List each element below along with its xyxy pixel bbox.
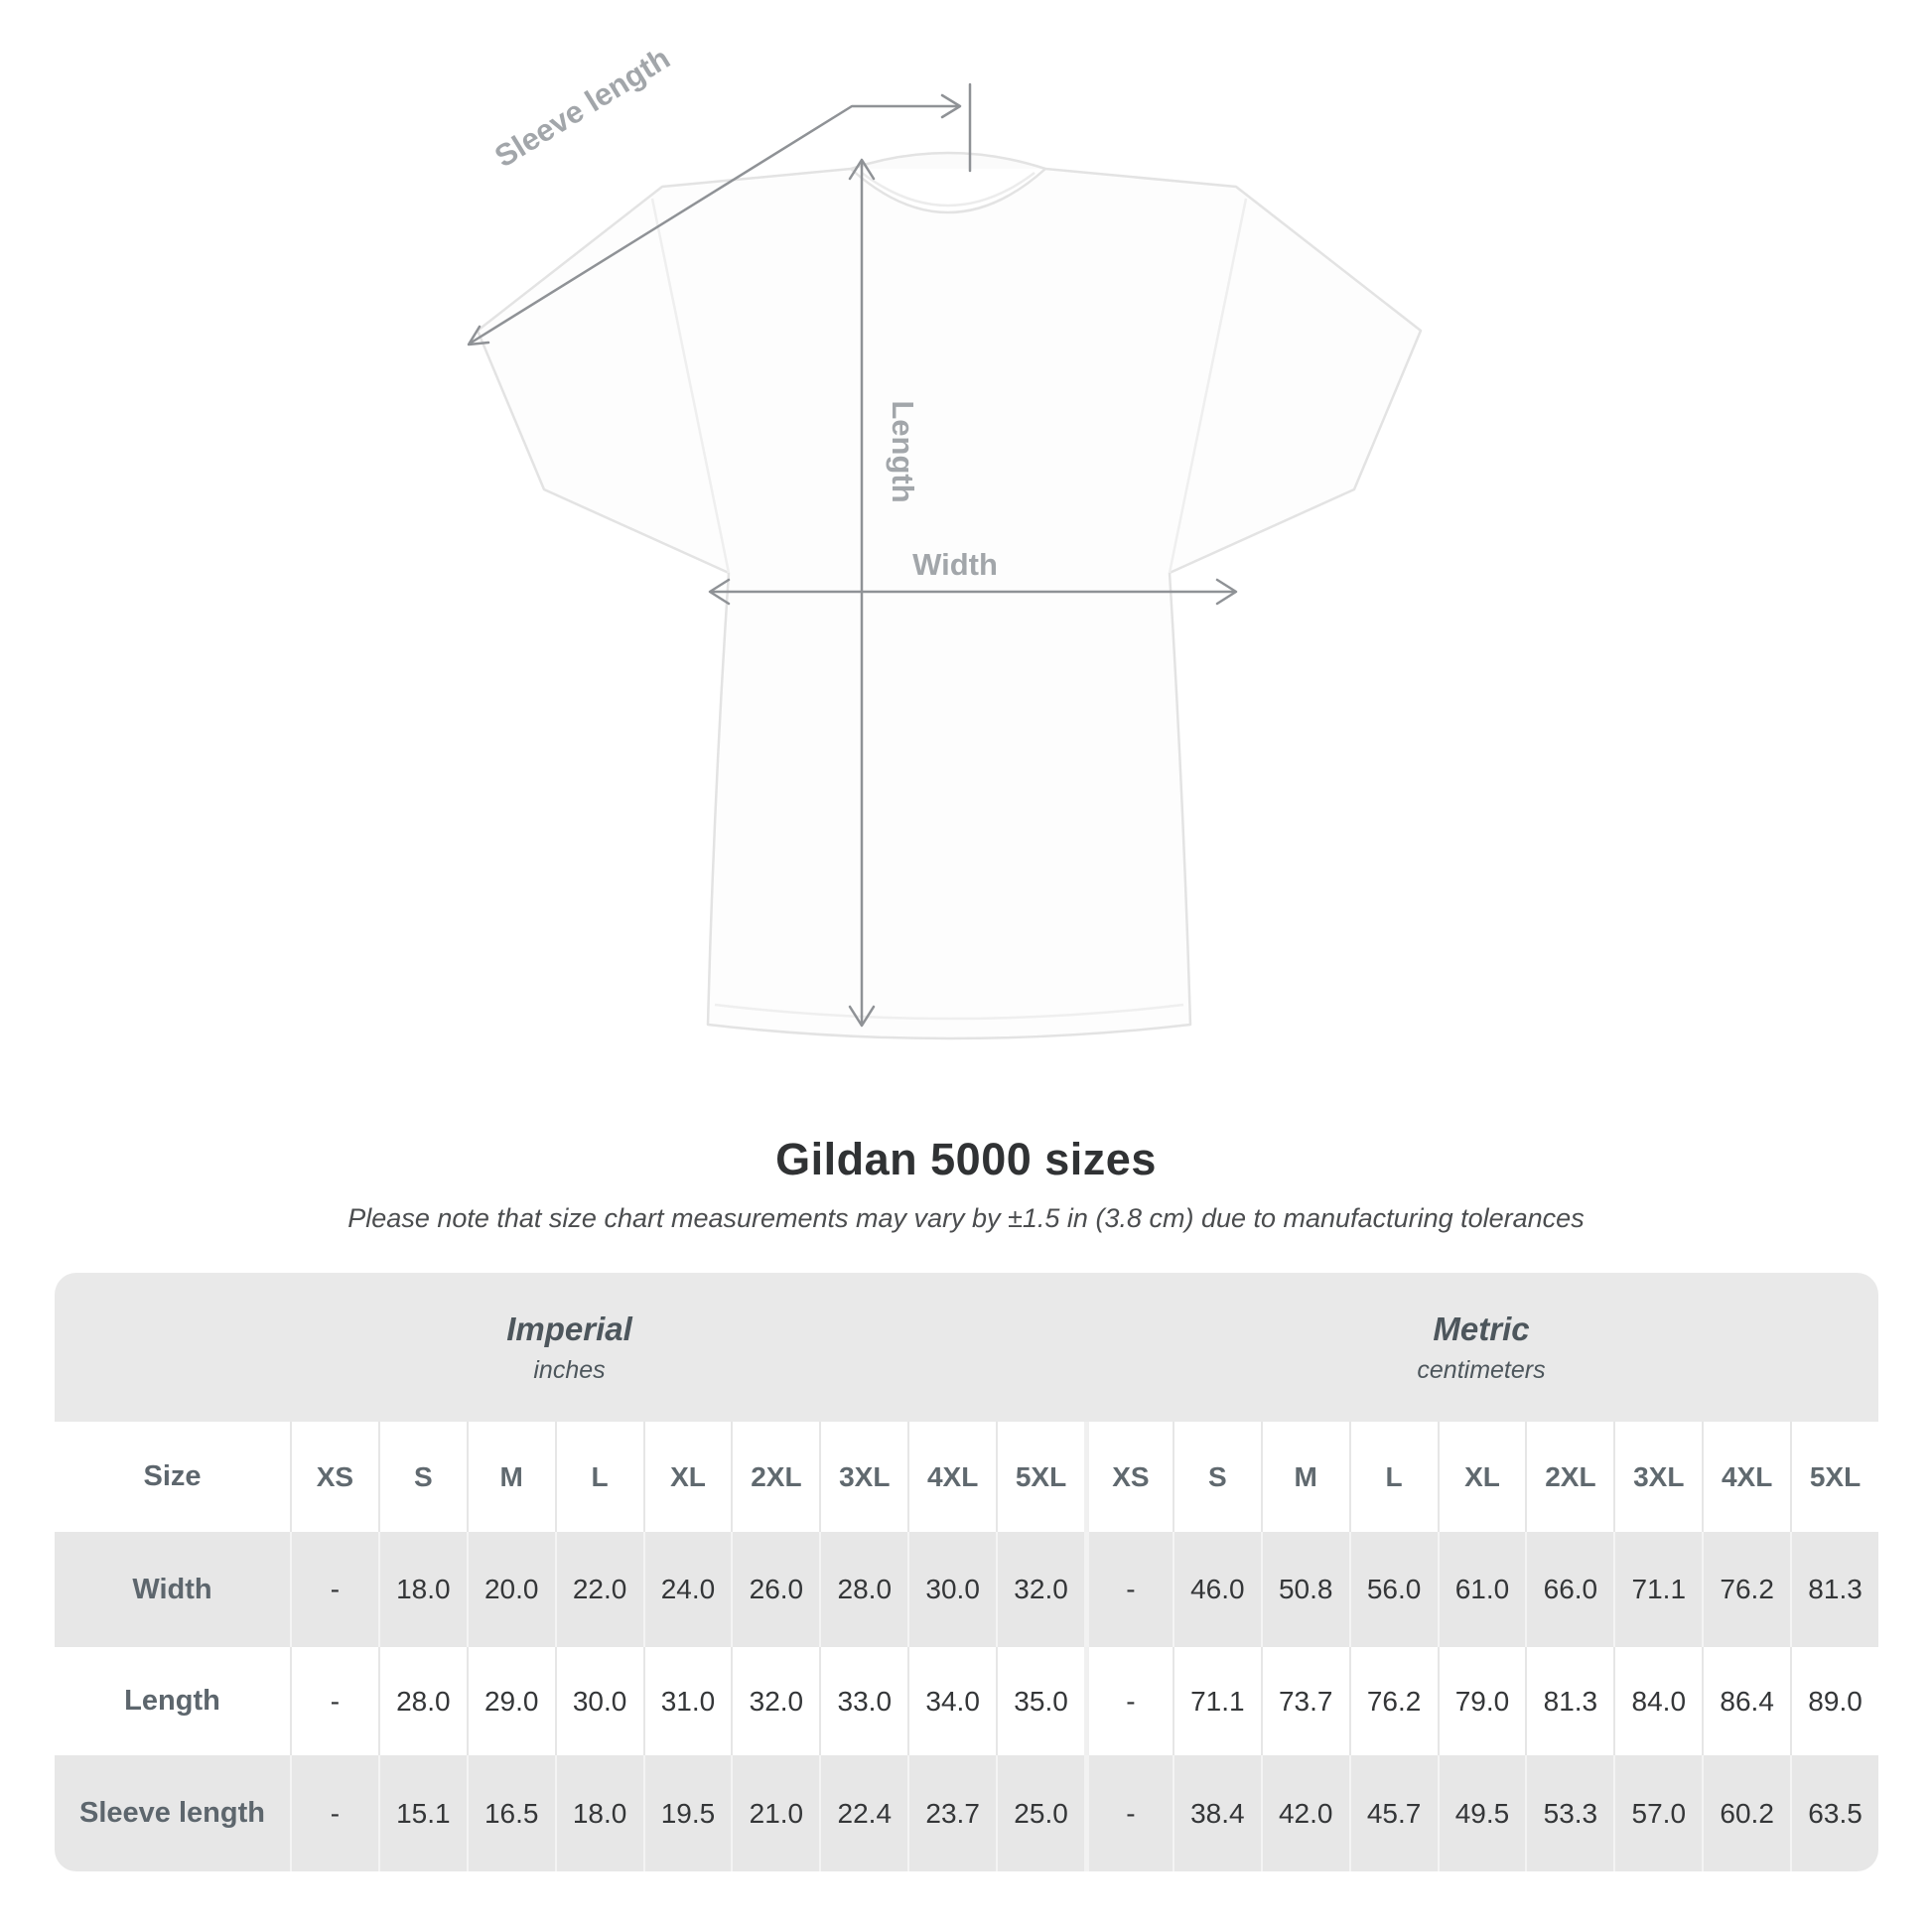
size-header-imperial-l: L: [555, 1422, 643, 1532]
page-title: Gildan 5000 sizes: [775, 1134, 1157, 1184]
size-header-imperial-xl: XL: [643, 1422, 732, 1532]
table-cell: 84.0: [1613, 1647, 1702, 1755]
table-cell: 63.5: [1790, 1755, 1878, 1871]
table-cell: 35.0: [996, 1647, 1084, 1755]
table-cell: 61.0: [1438, 1532, 1526, 1647]
tshirt-illustration: [478, 153, 1421, 1038]
metric-label: Metric: [1433, 1310, 1530, 1347]
table-cell: 28.0: [819, 1532, 907, 1647]
table-cell: 20.0: [467, 1532, 555, 1647]
imperial-unit: inches: [533, 1355, 606, 1384]
table-cell: 18.0: [378, 1532, 467, 1647]
size-header-imperial-2xl: 2XL: [731, 1422, 819, 1532]
unit-group-imperial: [55, 1273, 1084, 1422]
size-table: [55, 1273, 1878, 1871]
table-cell: 15.1: [378, 1755, 467, 1871]
table-cell: 49.5: [1438, 1755, 1526, 1871]
size-header-metric-4xl: 4XL: [1702, 1422, 1790, 1532]
table-cell: 73.7: [1261, 1647, 1349, 1755]
page-subtitle: Please note that size chart measurements may vary by ±1.5 in (3.8 cm) due to manufacturing tolerances: [347, 1203, 1585, 1233]
table-cell: 81.3: [1790, 1532, 1878, 1647]
table-cell: 42.0: [1261, 1755, 1349, 1871]
table-cell: 71.1: [1173, 1647, 1261, 1755]
row-label-width: Width: [132, 1573, 212, 1605]
size-header-metric-xs: XS: [1084, 1422, 1173, 1532]
table-cell: 22.0: [555, 1532, 643, 1647]
unit-group-band: [55, 1273, 1878, 1422]
table-cell: 32.0: [996, 1532, 1084, 1647]
imperial-label: Imperial: [506, 1310, 632, 1347]
table-cell: 28.0: [378, 1647, 467, 1755]
size-column-header: Size: [143, 1460, 202, 1492]
table-cell: 46.0: [1173, 1532, 1261, 1647]
table-cell: 66.0: [1525, 1532, 1613, 1647]
size-header-metric-s: S: [1173, 1422, 1261, 1532]
table-cell: -: [290, 1755, 378, 1871]
row-label-length: Length: [124, 1685, 220, 1717]
table-cell: 53.3: [1525, 1755, 1613, 1871]
table-cell: -: [1084, 1532, 1173, 1647]
table-cell: 18.0: [555, 1755, 643, 1871]
size-header-imperial-5xl: 5XL: [996, 1422, 1084, 1532]
table-header-row: [55, 1422, 1878, 1532]
unit-group-metric: [1084, 1273, 1878, 1422]
table-cell: -: [1084, 1755, 1173, 1871]
table-cell: 38.4: [1173, 1755, 1261, 1871]
table-cell: 32.0: [731, 1647, 819, 1755]
table-cell: 34.0: [907, 1647, 996, 1755]
table-cell: 81.3: [1525, 1647, 1613, 1755]
table-cell: 26.0: [731, 1532, 819, 1647]
table-row-sleeve-length: [55, 1755, 1878, 1871]
table-cell: 24.0: [643, 1532, 732, 1647]
metric-unit: centimeters: [1417, 1355, 1546, 1384]
table-cell: 76.2: [1349, 1647, 1438, 1755]
table-cell: 19.5: [643, 1755, 732, 1871]
table-cell: 50.8: [1261, 1532, 1349, 1647]
table-cell: 33.0: [819, 1647, 907, 1755]
table-cell: 60.2: [1702, 1755, 1790, 1871]
size-header-imperial-4xl: 4XL: [907, 1422, 996, 1532]
table-cell: -: [290, 1647, 378, 1755]
table-cell: 23.7: [907, 1755, 996, 1871]
table-cell: -: [290, 1532, 378, 1647]
table-cell: 57.0: [1613, 1755, 1702, 1871]
width-label: Width: [912, 547, 998, 582]
table-cell: -: [1084, 1647, 1173, 1755]
size-header-imperial-m: M: [467, 1422, 555, 1532]
size-header-metric-2xl: 2XL: [1525, 1422, 1613, 1532]
table-cell: 21.0: [731, 1755, 819, 1871]
table-cell: 29.0: [467, 1647, 555, 1755]
size-header-metric-m: M: [1261, 1422, 1349, 1532]
table-cell: 30.0: [555, 1647, 643, 1755]
size-header-imperial-s: S: [378, 1422, 467, 1532]
size-header-imperial-xs: XS: [290, 1422, 378, 1532]
table-cell: 25.0: [996, 1755, 1084, 1871]
table-cell: 71.1: [1613, 1532, 1702, 1647]
table-cell: 79.0: [1438, 1647, 1526, 1755]
table-cell: 30.0: [907, 1532, 996, 1647]
table-cell: 45.7: [1349, 1755, 1438, 1871]
size-header-imperial-3xl: 3XL: [819, 1422, 907, 1532]
table-cell: 76.2: [1702, 1532, 1790, 1647]
table-cell: 31.0: [643, 1647, 732, 1755]
size-header-metric-l: L: [1349, 1422, 1438, 1532]
row-label-sleeve-length: Sleeve length: [79, 1797, 265, 1829]
table-row-width: [55, 1532, 1878, 1647]
size-header-metric-3xl: 3XL: [1613, 1422, 1702, 1532]
length-label: Length: [886, 400, 920, 503]
table-row-length: [55, 1647, 1878, 1755]
table-cell: 16.5: [467, 1755, 555, 1871]
table-cell: 56.0: [1349, 1532, 1438, 1647]
table-cell: 89.0: [1790, 1647, 1878, 1755]
table-cell: 22.4: [819, 1755, 907, 1871]
size-header-metric-xl: XL: [1438, 1422, 1526, 1532]
sleeve-length-label: Sleeve length: [488, 40, 676, 175]
size-header-metric-5xl: 5XL: [1790, 1422, 1878, 1532]
table-cell: 86.4: [1702, 1647, 1790, 1755]
